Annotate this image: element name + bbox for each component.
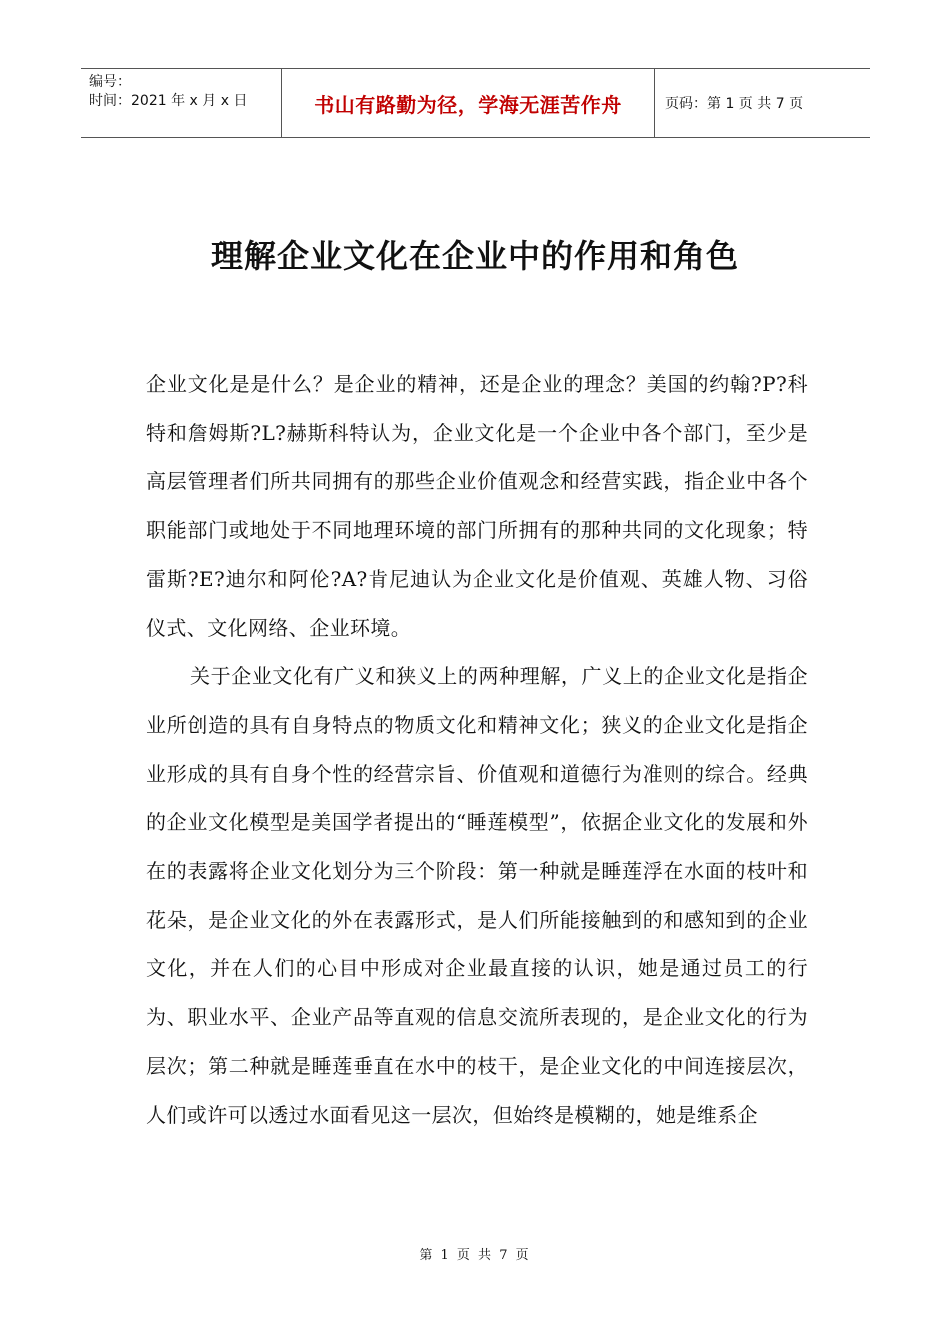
header-page-info: 页码：第 1 页 共 7 页 (665, 96, 804, 112)
document-title: 理解企业文化在企业中的作用和角色 (210, 237, 739, 275)
header-motto: 书山有路勤为径，学海无涯苦作舟 (314, 92, 622, 117)
document-header (81, 68, 870, 138)
paragraph-1: 企业文化是是什么？是企业的精神，还是企业的理念？美国的约翰?P?科特和詹姆斯?L?赫斯科特认为，企业文化是一个企业中各个部门，至少是高层管理者们所共同拥有的那些企业价值观念和经营实践，指企业中各个职能部门或地处于不同地理环境的部门所拥有的那种共同的文化现象；特雷斯?E?迪尔和阿伦?A?肯尼迪认为企业文化是价值观、英雄人物、习俗仪式、文化网络、企业环境。 (146, 372, 808, 640)
document-body (146, 360, 808, 1139)
header-meta (81, 69, 282, 137)
page-footer: 第 1 页 共 7 页 (419, 1248, 531, 1263)
header-motto-cell (282, 69, 655, 137)
number-label: 编号： (89, 74, 131, 90)
paragraph-2: 关于企业文化有广义和狭义上的两种理解，广义上的企业文化是指企业所创造的具有自身特点的物质文化和精神文化；狭义的企业文化是指企业形成的具有自身个性的经营宗旨、价值观和道德行为准则的综合。经典的企业文化模型是美国学者提出的“睡莲模型”，依据企业文化的发展和外在的表露将企业文化划分为三个阶段：第一种就是睡莲浮在水面的枝叶和花朵，是企业文化的外在表露形式，是人们所能接触到的和感知到的企业文化，并在人们的心目中形成对企业最直接的认识，她是通过员工的行为、职业水平、企业产品等直观的信息交流所表现的，是企业文化的行为层次；第二种就是睡莲垂直在水中的枝干，是企业文化的中间连接层次，人们或许可以透过水面看见这一层次，但始终是模糊的，她是维系企 (146, 664, 808, 1127)
time-label: 时间：2021 年 x 月 x 日 (89, 93, 248, 109)
